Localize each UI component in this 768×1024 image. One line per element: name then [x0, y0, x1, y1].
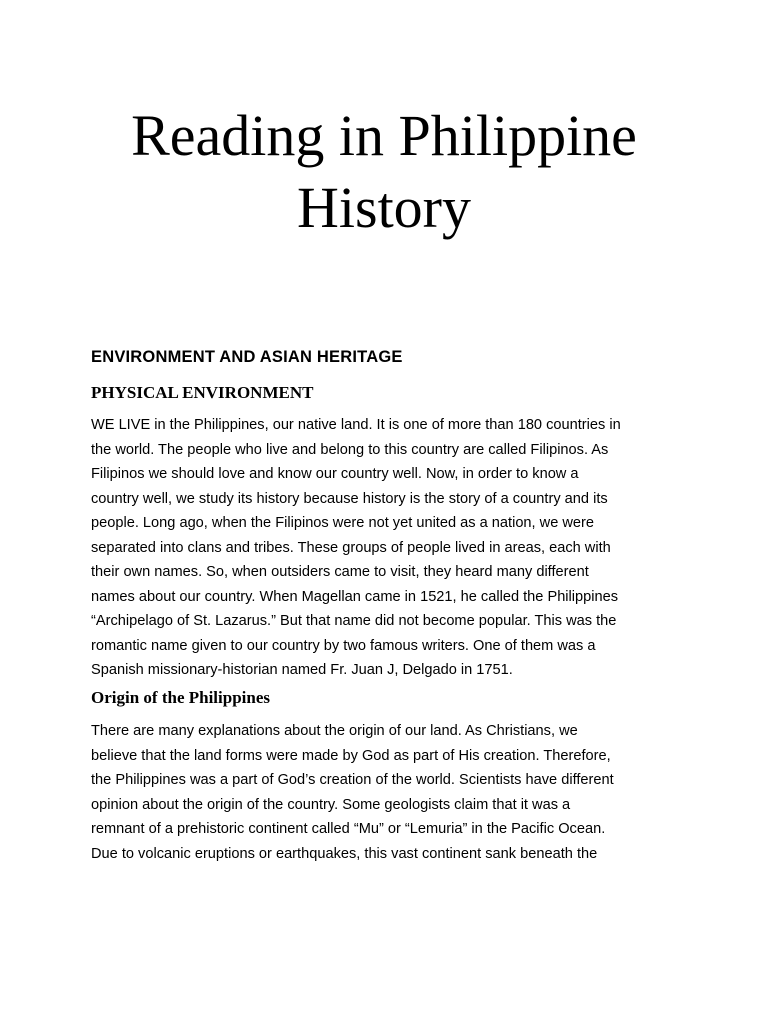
text-line: opinion about the origin of the country. Some geologists claim that it was a [91, 796, 571, 813]
text-line: Due to volcanic eruptions or earthquakes, this vast continent sank beneath the [91, 845, 598, 862]
text-line: Spanish missionary-historian named Fr. Juan J, Delgado in 1751. [91, 662, 513, 678]
text-line: WE LIVE in the Philippines, our native land. It is one of more than 180 countries in [91, 417, 621, 433]
title-line: History [297, 175, 471, 240]
text-line: names about our country. When Magellan came in 1521, he called the Philippines [91, 588, 619, 605]
text-line: separated into clans and tribes. These groups of people lived in areas, each with [91, 539, 611, 556]
title-line: Reading in Philippine [131, 103, 637, 168]
document-title [0, 100, 768, 244]
text-line: country well, we study its history because history is the story of a country and its [91, 490, 608, 507]
text-line: the Philippines was a part of God’s creation of the world. Scientists have different [91, 772, 614, 788]
text-line: the world. The people who live and belong to this country are called Filipinos. As [91, 441, 609, 458]
origin-paragraph [91, 719, 691, 866]
physical-environment-heading: PHYSICAL ENVIRONMENT [91, 383, 314, 402]
text-line: their own names. So, when outsiders came to visit, they heard many different [91, 564, 589, 580]
text-line: Filipinos we should love and know our country well. Now, in order to know a [91, 466, 579, 482]
text-line: believe that the land forms were made by God as part of His creation. Therefore, [91, 747, 611, 764]
text-line: romantic name given to our country by two famous writers. One of them was a [91, 637, 596, 654]
text-line: people. Long ago, when the Filipinos were not yet united as a nation, we were [91, 515, 594, 531]
origin-heading: Origin of the Philippines [91, 688, 270, 707]
text-line: remnant of a prehistoric continent called “Mu” or “Lemuria” in the Pacific Ocean. [91, 821, 606, 837]
physical-environment-paragraph [91, 413, 691, 683]
text-line: There are many explanations about the origin of our land. As Christians, we [91, 723, 578, 739]
text-line: “Archipelago of St. Lazarus.” But that name did not become popular. This was the [91, 613, 617, 629]
section-heading: ENVIRONMENT AND ASIAN HERITAGE [91, 348, 403, 366]
